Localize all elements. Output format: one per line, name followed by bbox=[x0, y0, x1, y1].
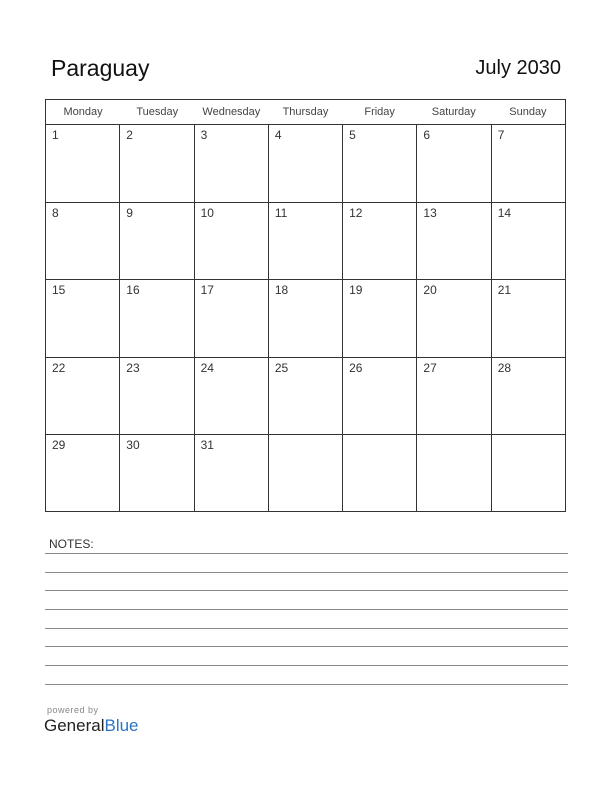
logo-text-blue: Blue bbox=[104, 716, 139, 735]
day-cell: 1 bbox=[46, 125, 120, 202]
weekday-sunday: Sunday bbox=[509, 106, 547, 118]
day-cell: 25 bbox=[269, 358, 343, 435]
day-cell: 10 bbox=[195, 203, 269, 280]
note-line bbox=[45, 572, 568, 573]
day-cell: 7 bbox=[497, 128, 505, 142]
day-cell: 29 bbox=[46, 435, 120, 512]
calendar-month-title: July 2030 bbox=[475, 57, 561, 79]
weekday-header-row bbox=[46, 100, 565, 125]
generalblue-logo bbox=[44, 716, 139, 736]
day-cell: 2 bbox=[120, 125, 194, 202]
day-cell: 13 bbox=[417, 203, 491, 280]
note-line bbox=[45, 684, 568, 685]
day-cell: 19 bbox=[343, 280, 417, 357]
weekday-wednesday: Wednesday bbox=[202, 106, 261, 118]
powered-by-label: powered by bbox=[47, 705, 99, 715]
day-cell: 15 bbox=[46, 280, 120, 357]
note-line bbox=[45, 609, 568, 610]
day-cell: 3 bbox=[195, 125, 269, 202]
note-line bbox=[45, 590, 568, 591]
day-cell: 8 bbox=[46, 203, 120, 280]
day-cell: 26 bbox=[343, 358, 417, 435]
day-cell: 12 bbox=[343, 203, 417, 280]
day-cell: 28 bbox=[497, 360, 512, 375]
day-cell bbox=[343, 435, 417, 512]
day-cell: 23 bbox=[120, 358, 194, 435]
day-cell: 24 bbox=[195, 358, 269, 435]
day-cell bbox=[492, 435, 565, 512]
note-line bbox=[45, 553, 568, 554]
day-cell: 22 bbox=[46, 358, 120, 435]
day-cell: 18 bbox=[269, 280, 343, 357]
week-row bbox=[46, 358, 565, 436]
day-cell: 6 bbox=[417, 125, 491, 202]
note-line bbox=[45, 665, 568, 666]
week-row bbox=[46, 280, 565, 358]
logo-text-general: General bbox=[44, 716, 105, 735]
weekday-thursday: Thursday bbox=[282, 106, 329, 118]
day-cell: 21 bbox=[497, 283, 512, 298]
day-cell: 17 bbox=[195, 280, 269, 357]
day-cell: 20 bbox=[417, 280, 491, 357]
day-cell: 30 bbox=[120, 435, 194, 512]
week-row bbox=[46, 203, 565, 281]
notes-label: NOTES: bbox=[49, 537, 94, 551]
day-cell: 11 bbox=[269, 203, 343, 280]
day-cell: 31 bbox=[195, 435, 269, 512]
day-cell: 4 bbox=[269, 125, 343, 202]
week-row bbox=[46, 435, 565, 512]
note-line bbox=[45, 646, 568, 647]
weekday-saturday: Saturday bbox=[431, 106, 476, 118]
weekday-friday: Friday bbox=[364, 106, 395, 118]
calendar-grid bbox=[45, 99, 566, 512]
weekday-monday: Monday bbox=[63, 106, 103, 118]
day-cell: 16 bbox=[120, 280, 194, 357]
note-line bbox=[45, 628, 568, 629]
weekday-tuesday: Tuesday bbox=[136, 106, 179, 118]
day-cell: 5 bbox=[343, 125, 417, 202]
day-cell: 9 bbox=[120, 203, 194, 280]
day-cell bbox=[417, 435, 491, 512]
weeks-container bbox=[46, 125, 565, 512]
calendar-country-title: Paraguay bbox=[51, 55, 150, 81]
week-row bbox=[46, 125, 565, 203]
day-cell: 14 bbox=[497, 205, 512, 220]
day-cell: 27 bbox=[417, 358, 491, 435]
day-cell bbox=[269, 435, 343, 512]
